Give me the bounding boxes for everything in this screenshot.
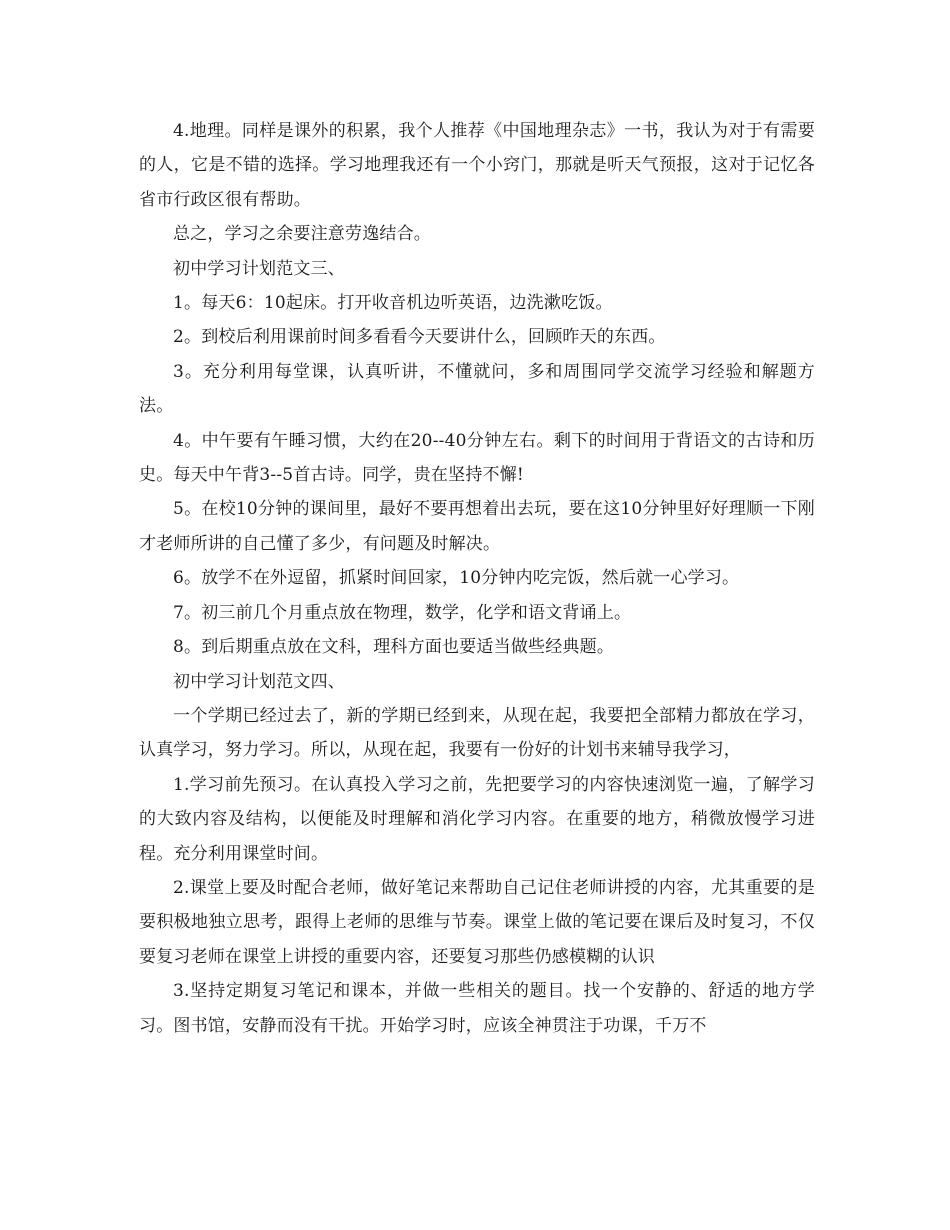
list-item-4: 4。中午要有午睡习惯，大约在20--40分钟左右。剩下的时间用于背语文的古诗和历史。每天中午背3--5首古诗。同学，贵在坚持不懈! (139, 430, 815, 486)
paragraph-intro: 一个学期已经过去了，新的学期已经到来，从现在起，我要把全部精力都放在学习，认真学习，努力学习。所以，从现在起，我要有一份好的计划书来辅导我学习， (139, 705, 815, 761)
section-heading-plan-four: 初中学习计划范文四、 (173, 671, 345, 692)
paragraph-summary: 总之，学习之余要注意劳逸结合。 (173, 224, 431, 245)
list-item-5: 5。在校10分钟的课间里，最好不要再想着出去玩，要在这10分钟里好好理顺一下刚才老师所讲的自己懂了多少，有问题及时解决。 (139, 499, 815, 554)
list-item-review: 3.坚持定期复习笔记和课本，并做一些相关的题目。找一个安静的、舒适的地方学习。图书馆，安静而没有干扰。开始学习时，应该全神贯注于功课，千万不 (139, 981, 815, 1036)
list-item-2: 2。到校后利用课前时间多看看今天要讲什么，回顾昨天的东西。 (173, 327, 666, 348)
paragraph-geography-tip: 4.地理。同样是课外的积累，我个人推荐《中国地理杂志》一书，我认为对于有需要的人，它是不错的选择。学习地理我还有一个小窍门，那就是听天气预报，这对于记忆各省市行政区很有帮助。 (139, 121, 815, 210)
list-item-3: 3。充分利用每堂课，认真听讲，不懂就问，多和周围同学交流学习经验和解题方法。 (139, 361, 815, 417)
list-item-8: 8。到后期重点放在文科，理科方面也要适当做些经典题。 (173, 637, 615, 658)
list-item-1: 1。每天6：10起床。打开收音机边听英语，边洗漱吃饭。 (173, 293, 613, 314)
list-item-classroom: 2.课堂上要及时配合老师，做好笔记来帮助自己记住老师讲授的内容，尤其重要的是要积极地独立思考，跟得上老师的思维与节奏。课堂上做的笔记要在课后及时复习，不仅要复习老师在课堂上讲授的重要内容，还要复习那些仍感模糊的认识 (139, 877, 815, 967)
document-body (139, 114, 815, 1043)
list-item-6: 6。放学不在外逗留，抓紧时间回家，10分钟内吃完饭，然后就一心学习。 (173, 568, 740, 589)
list-item-7: 7。初三前几个月重点放在物理，数学，化学和语文背诵上。 (173, 602, 632, 623)
list-item-preview: 1.学习前先预习。在认真投入学习之前，先把要学习的内容快速浏览一遍，了解学习的大致内容及结构，以便能及时理解和消化学习内容。在重要的地方，稍微放慢学习进程。充分利用课堂时间。 (139, 774, 815, 864)
section-heading-plan-three: 初中学习计划范文三、 (173, 258, 345, 279)
